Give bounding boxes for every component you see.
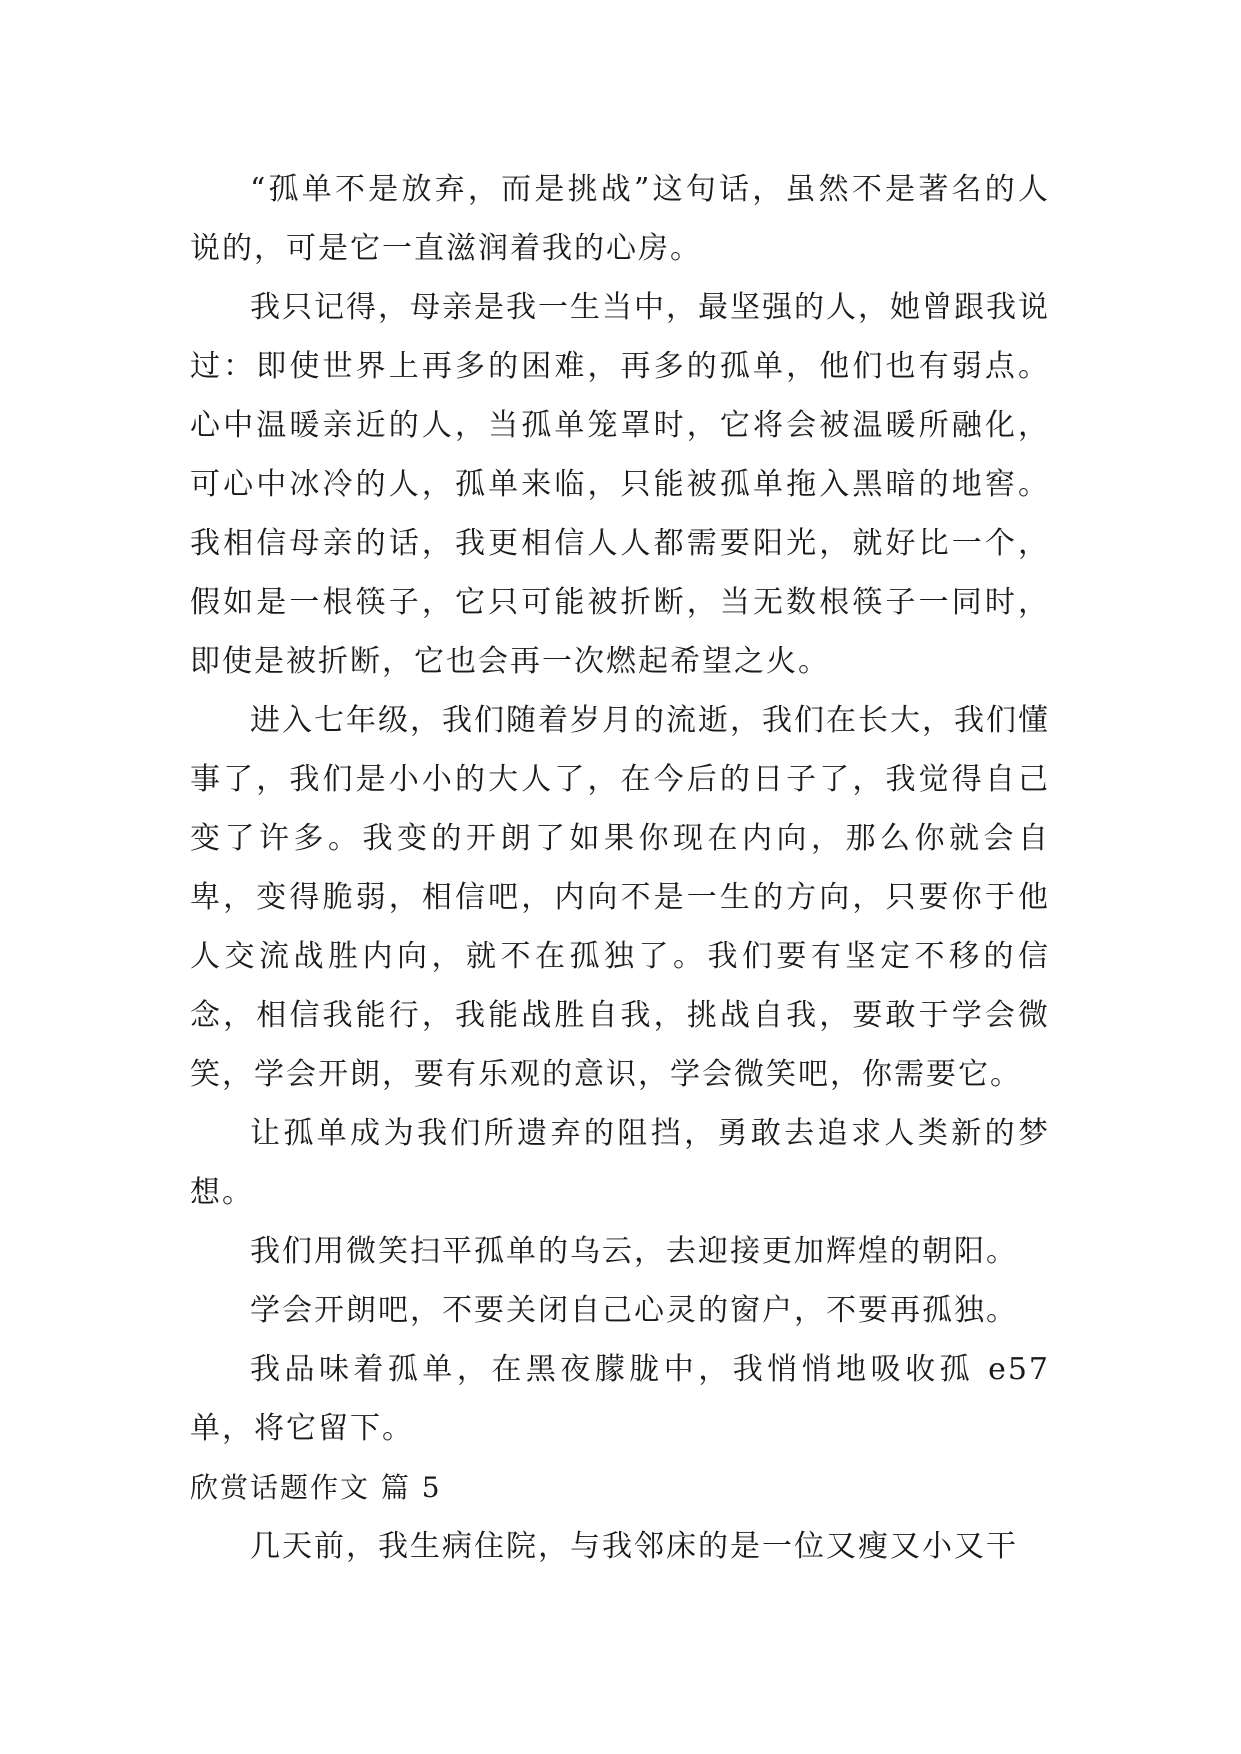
- paragraph-4: 让孤单成为我们所遗弃的阻挡，勇敢去追求人类新的梦想。: [190, 1116, 1050, 1210]
- paragraph-3: 进入七年级，我们随着岁月的流逝，我们在长大，我们懂事了，我们是小小的大人了，在今后的日子了，我觉得自己变了许多。我变的开朗了如果你现在内向，那么你就会自卑，变得脆弱，相信吧，内向不是一生的方向，只要你于他人交流战胜内向，就不在孤独了。我们要有坚定不移的信念，相信我能行，我能战胜自我，挑战自我，要敢于学会微笑，学会开朗，要有乐观的意识，学会微笑吧，你需要它。: [190, 703, 1050, 1092]
- document-body: [190, 160, 1050, 1576]
- paragraph-7: 我品味着孤单，在黑夜朦胧中，我悄悄地吸收孤 e57 单，将它留下。: [190, 1352, 1050, 1446]
- paragraph-5: 我们用微笑扫平孤单的乌云，去迎接更加辉煌的朝阳。: [250, 1234, 1018, 1269]
- paragraph-8: 几天前，我生病住院，与我邻床的是一位又瘦又小又干: [250, 1529, 1018, 1564]
- section-heading: 欣赏话题作文 篇 5: [190, 1471, 442, 1504]
- paragraph-1: “孤单不是放弃，而是挑战”这句话，虽然不是著名的人说的，可是它一直滋润着我的心房。: [190, 172, 1050, 266]
- paragraph-6: 学会开朗吧，不要关闭自己心灵的窗户，不要再孤独。: [250, 1293, 1018, 1328]
- paragraph-2: 我只记得，母亲是我一生当中，最坚强的人，她曾跟我说过：即使世界上再多的困难，再多的孤单，他们也有弱点。心中温暖亲近的人，当孤单笼罩时，它将会被温暖所融化，可心中冰冷的人，孤单来临，只能被孤单拖入黑暗的地窖。我相信母亲的话，我更相信人人都需要阳光，就好比一个，假如是一根筷子，它只可能被折断，当无数根筷子一同时，即使是被折断，它也会再一次燃起希望之火。: [190, 290, 1050, 679]
